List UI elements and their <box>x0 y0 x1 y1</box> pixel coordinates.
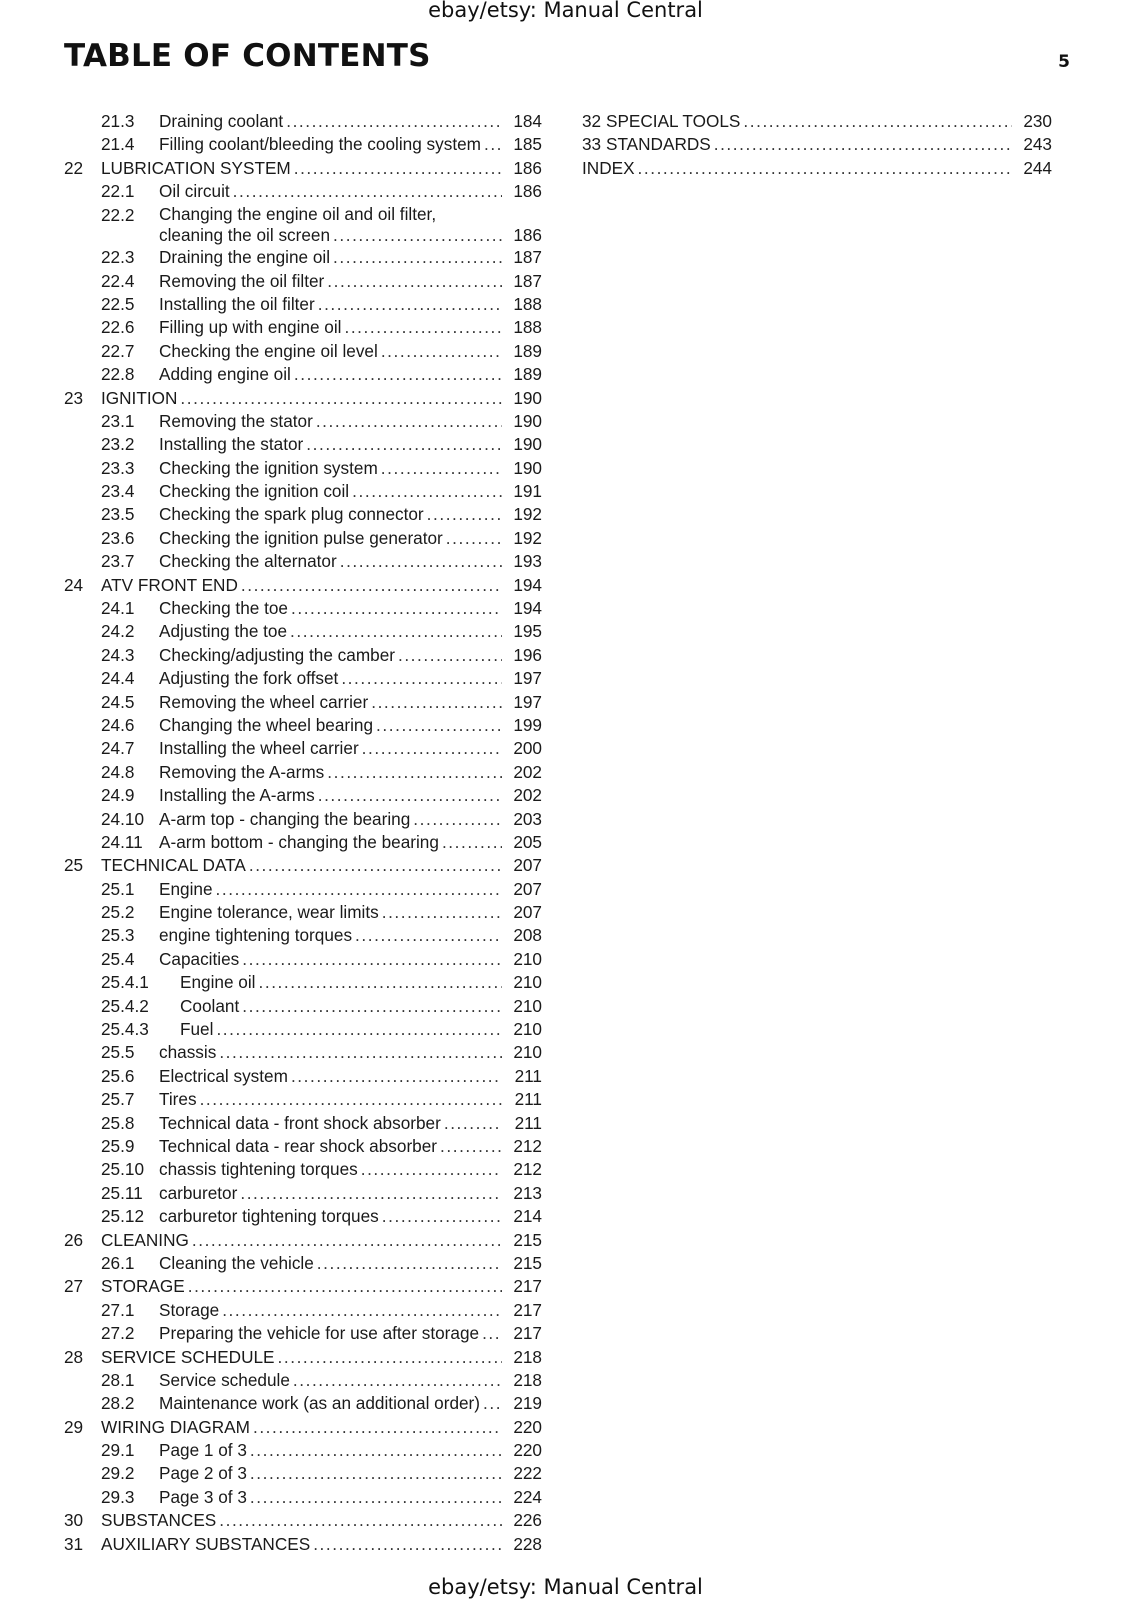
toc-entry-title: Removing the A-arms <box>159 761 325 782</box>
toc-entry-number: 24.3 <box>101 644 135 665</box>
dot-leader <box>341 667 502 690</box>
toc-entry-number: 23.2 <box>101 434 135 455</box>
toc-entry-number: 24.8 <box>101 761 135 782</box>
toc-entry-number: 23.5 <box>101 504 135 525</box>
toc-entry-number: 25.4.1 <box>101 972 149 993</box>
dot-leader <box>361 1158 502 1181</box>
toc-entry-number: 21.3 <box>101 111 135 131</box>
toc-entry-title: AUXILIARY SUBSTANCES <box>101 1533 311 1554</box>
toc-entry-title: chassis tightening torques <box>159 1159 358 1180</box>
toc-entry-number: 27.1 <box>101 1299 135 1320</box>
toc-entry-page: 192 <box>513 527 542 548</box>
toc-entry-page: 222 <box>513 1463 542 1484</box>
dot-leader <box>483 1392 502 1415</box>
dot-leader <box>278 1346 502 1369</box>
toc-entry-number: 27.2 <box>101 1323 135 1344</box>
toc-entry-page: 217 <box>513 1299 542 1320</box>
toc-entry-title: STANDARDS <box>606 134 711 155</box>
page-title: TABLE OF CONTENTS <box>64 38 431 74</box>
toc-entry-title: Preparing the vehicle for use after storage <box>159 1323 480 1344</box>
toc-entry-page: 218 <box>513 1346 542 1367</box>
toc-entry-number: 29 <box>64 1416 84 1437</box>
toc-entry-title: STORAGE <box>101 1276 185 1297</box>
toc-entry-page: 244 <box>1023 157 1052 178</box>
toc-entry-page: 211 <box>514 1112 542 1133</box>
toc-entry-number: 25.9 <box>101 1136 135 1156</box>
toc-entry-page: 187 <box>513 247 542 268</box>
toc-entry-title: Storage <box>159 1299 220 1320</box>
dot-leader <box>446 527 502 550</box>
dot-leader <box>381 340 502 363</box>
toc-entry-page: 202 <box>513 785 542 806</box>
dot-leader <box>340 550 502 573</box>
dot-leader <box>313 1533 502 1556</box>
toc-entry-page: 190 <box>513 410 542 431</box>
toc-entry-title: Filling coolant/bleeding the cooling system <box>159 134 481 155</box>
dot-leader <box>222 1299 502 1322</box>
dot-leader <box>250 1439 502 1462</box>
toc-entry-page: 226 <box>513 1510 542 1531</box>
toc-entry-page: 210 <box>513 948 542 969</box>
toc-entry-number: 22 <box>64 157 84 178</box>
toc-entry-page: 214 <box>513 1206 542 1227</box>
dot-leader <box>259 971 503 994</box>
toc-entry-number: 21.4 <box>101 134 135 155</box>
toc-entry-number: 22.5 <box>101 293 135 314</box>
watermark-bottom: ebay/etsy: Manual Central <box>428 1575 703 1599</box>
dot-leader <box>638 157 1012 180</box>
toc-entry-page: 210 <box>513 972 542 993</box>
dot-leader <box>242 995 502 1018</box>
toc-entry-page: 220 <box>513 1416 542 1437</box>
toc-entry-page: 205 <box>513 831 542 852</box>
toc-entry-number: 22.1 <box>101 181 135 202</box>
toc-entry-title: ATV FRONT END <box>101 574 238 595</box>
toc-entry-number: 22.3 <box>101 247 135 268</box>
toc-entry-number: 32 <box>582 111 602 131</box>
toc-entry-page: 190 <box>513 387 542 408</box>
dot-leader <box>290 620 502 643</box>
toc-entry-number: 24.4 <box>101 668 135 689</box>
toc-entry-page: 212 <box>513 1136 542 1156</box>
toc-entry-page: 210 <box>513 995 542 1016</box>
toc-entry-title: Installing the oil filter <box>159 293 315 314</box>
toc-entry-number: 23.7 <box>101 551 135 572</box>
toc-entry-number: 22.8 <box>101 364 135 385</box>
toc-entry-page: 191 <box>513 481 542 502</box>
toc-entry-page: 194 <box>513 574 542 595</box>
toc-entry-title: Oil circuit <box>159 181 230 202</box>
toc-entry-number: 25.2 <box>101 902 135 923</box>
toc-entry-title: Cleaning the vehicle <box>159 1252 314 1273</box>
toc-entry-page: 190 <box>513 434 542 455</box>
toc-entry-title: Checking the toe <box>159 598 288 619</box>
dot-leader <box>355 924 502 947</box>
toc-entry-number: 24.10 <box>101 808 145 829</box>
toc-entry-title: Capacities <box>159 948 240 969</box>
toc-entry-page: 193 <box>513 551 542 572</box>
toc-entry-number: 25.4 <box>101 948 135 969</box>
toc-entry-page: 217 <box>513 1323 542 1344</box>
dot-leader <box>216 878 502 901</box>
toc-entry-title: engine tightening torques <box>159 925 353 946</box>
toc-entry-title: Changing the wheel bearing <box>159 714 374 735</box>
toc-entry-page: 218 <box>513 1369 542 1390</box>
toc-entry-title: Engine <box>159 878 213 899</box>
toc-entry-page: 208 <box>513 925 542 946</box>
dot-leader <box>286 110 502 133</box>
toc-entry-number: 22.2 <box>101 204 135 225</box>
dot-leader <box>291 1065 502 1088</box>
toc-entry-title: Checking the alternator <box>159 551 337 572</box>
dot-leader <box>250 1462 502 1485</box>
dot-leader <box>242 948 502 971</box>
dot-leader <box>442 831 502 854</box>
toc-entry-title: WIRING DIAGRAM <box>101 1416 250 1437</box>
toc-entry-number: 25.11 <box>101 1182 143 1203</box>
toc-entry-page: 192 <box>513 504 542 525</box>
toc-entry-page: 210 <box>513 1019 542 1040</box>
toc-entry-title: Coolant <box>180 995 240 1016</box>
toc-entry-page: 215 <box>513 1252 542 1273</box>
toc-entry-number: 22.4 <box>101 270 135 291</box>
toc-entry-page: 215 <box>513 1229 542 1250</box>
toc-entry-title: Service schedule <box>159 1369 290 1390</box>
toc-entry-number: 24.7 <box>101 738 135 759</box>
toc-entry-title: carburetor tightening torques <box>159 1206 379 1227</box>
toc-entry-title: Page 1 of 3 <box>159 1440 247 1461</box>
toc-entry-page: 199 <box>513 714 542 735</box>
toc-entry-page: 220 <box>513 1440 542 1461</box>
toc-entry-page: 213 <box>513 1182 542 1203</box>
toc-entry-title: Checking the spark plug connector <box>159 504 424 525</box>
toc-entry-number: 28 <box>64 1346 84 1367</box>
dot-leader <box>250 1486 502 1509</box>
toc-entry-number: 26 <box>64 1229 84 1250</box>
toc-entry-title: A-arm bottom - changing the bearing <box>159 831 439 852</box>
dot-leader <box>440 1135 502 1158</box>
toc-entry-number: 22.7 <box>101 340 135 361</box>
toc-entry-title: Checking the ignition pulse generator <box>159 527 443 548</box>
toc-entry-page: 195 <box>513 621 542 642</box>
toc-entry-number: 24.5 <box>101 691 135 712</box>
toc-entry-number: 25.12 <box>101 1206 145 1227</box>
toc-entry-title: Installing the A-arms <box>159 785 315 806</box>
toc-entry-page: 189 <box>513 364 542 385</box>
toc-entry-number: 23.3 <box>101 457 135 478</box>
watermark-top: ebay/etsy: Manual Central <box>428 0 703 22</box>
toc-entry-number: 24.6 <box>101 714 135 735</box>
dot-leader <box>216 1018 502 1041</box>
toc-entry-title: Electrical system <box>159 1065 288 1086</box>
toc-entry-title: chassis <box>159 1042 217 1063</box>
toc-entry-number: 33 <box>582 134 602 155</box>
dot-leader <box>233 180 502 203</box>
dot-leader <box>180 387 502 410</box>
toc-entry-title: Adjusting the fork offset <box>159 668 339 689</box>
dot-leader <box>413 808 502 831</box>
toc-entry-number: 30 <box>64 1510 84 1531</box>
toc-entry-title: Technical data - rear shock absorber <box>159 1136 438 1156</box>
toc-entry-title: Engine tolerance, wear limits <box>159 902 379 923</box>
toc-entry-title: Maintenance work (as an additional order) <box>159 1393 481 1414</box>
toc-entry-number: 25.4.2 <box>101 995 149 1016</box>
toc-entry-title: Installing the stator <box>159 434 304 455</box>
toc-entry-page: 188 <box>513 317 542 338</box>
toc-entry-title: Filling up with engine oil <box>159 317 342 338</box>
toc-entry-number: 27 <box>64 1276 84 1297</box>
toc-entry-page: 207 <box>513 878 542 899</box>
toc-entry-title: SERVICE SCHEDULE <box>101 1346 275 1367</box>
toc-entry-page: 189 <box>513 340 542 361</box>
toc-entry-number: 29.1 <box>101 1440 135 1461</box>
toc-entry-title: Adding engine oil <box>159 364 291 385</box>
toc-entry-page: 217 <box>513 1276 542 1297</box>
toc-entry-title-continued: cleaning the oil screen <box>159 224 331 245</box>
toc-entry-page: 188 <box>513 293 542 314</box>
toc-entry-page: 186 <box>513 181 542 202</box>
toc-entry-title: LUBRICATION SYSTEM <box>101 157 291 178</box>
toc-entry-number: 24.11 <box>101 831 143 852</box>
dot-leader <box>444 1112 502 1135</box>
dot-leader <box>714 133 1012 156</box>
dot-leader <box>333 225 502 246</box>
toc-entry-title: Checking the ignition coil <box>159 481 350 502</box>
toc-entry-number: 24.1 <box>101 598 135 619</box>
dot-leader <box>327 270 502 293</box>
toc-entry-page: 207 <box>513 855 542 876</box>
dot-leader <box>249 854 502 877</box>
toc-entry-page: 230 <box>1023 111 1052 131</box>
toc-entry-page: 202 <box>513 761 542 782</box>
toc-entry-title: A-arm top - changing the bearing <box>159 808 411 829</box>
toc-entry-number: 28.1 <box>101 1369 135 1390</box>
toc-entry-page: 212 <box>513 1159 542 1180</box>
toc-entry-page: 211 <box>514 1089 542 1110</box>
dot-leader <box>376 714 502 737</box>
page-number: 5 <box>1058 52 1070 72</box>
dot-leader <box>371 691 502 714</box>
toc-entry-title: Checking/adjusting the camber <box>159 644 395 665</box>
toc-entry-title: Draining coolant <box>159 111 284 131</box>
dot-leader <box>241 574 502 597</box>
toc-entry-number: 25.4.3 <box>101 1019 149 1040</box>
toc-entry-page: 211 <box>514 1065 542 1086</box>
toc-entry-number: 25.1 <box>101 878 135 899</box>
dot-leader <box>362 737 502 760</box>
dot-leader <box>743 110 1012 133</box>
toc-entry-page: 186 <box>513 157 542 178</box>
toc-entry-number: 23 <box>64 387 84 408</box>
toc-entry-page: 224 <box>513 1486 542 1507</box>
toc-entry-title: TECHNICAL DATA <box>101 855 246 876</box>
toc-entry-number: 31 <box>64 1533 84 1554</box>
dot-leader <box>427 503 502 526</box>
dot-leader <box>398 644 502 667</box>
dot-leader <box>482 1322 502 1345</box>
toc-entry-title: INDEX <box>582 157 635 178</box>
toc-entry-title: Checking the ignition system <box>159 457 378 478</box>
toc-entry-page: 200 <box>513 738 542 759</box>
toc-entry-title: Draining the engine oil <box>159 247 331 268</box>
toc-entry-page: 228 <box>513 1533 542 1554</box>
dot-leader <box>352 480 502 503</box>
toc-entry-page: 196 <box>513 644 542 665</box>
toc-entry-title: SPECIAL TOOLS <box>606 111 741 131</box>
toc-entry-page: 190 <box>513 457 542 478</box>
dot-leader <box>294 363 502 386</box>
toc-entry-title: SUBSTANCES <box>101 1510 217 1531</box>
toc-entry-page: 243 <box>1023 134 1052 155</box>
toc-entry-page: 197 <box>513 691 542 712</box>
dot-leader <box>316 410 502 433</box>
toc-entry-number: 28.2 <box>101 1393 135 1414</box>
toc-entry-title: carburetor <box>159 1182 238 1203</box>
toc-entry-title: Tires <box>159 1089 197 1110</box>
dot-leader <box>318 293 502 316</box>
toc-entry-number: 29.2 <box>101 1463 135 1484</box>
toc-entry-number: 25 <box>64 855 84 876</box>
toc-entry-number: 29.3 <box>101 1486 135 1507</box>
toc-entry-title: Adjusting the toe <box>159 621 288 642</box>
dot-leader <box>293 1369 502 1392</box>
dot-leader <box>291 597 502 620</box>
dot-leader <box>381 457 502 480</box>
toc-entry-title: Removing the oil filter <box>159 270 325 291</box>
toc-entry-number: 22.6 <box>101 317 135 338</box>
toc-entry-page: 194 <box>513 598 542 619</box>
dot-leader <box>327 761 502 784</box>
toc-entry-title: Removing the stator <box>159 410 313 431</box>
toc-entry-number: 26.1 <box>101 1252 135 1273</box>
toc-entry-page: 210 <box>513 1042 542 1063</box>
toc-entry-title: Page 2 of 3 <box>159 1463 247 1484</box>
toc-entry-title: Installing the wheel carrier <box>159 738 359 759</box>
toc-entry-title: Fuel <box>180 1019 214 1040</box>
toc-entry-title: Page 3 of 3 <box>159 1486 247 1507</box>
toc-entry-page: 187 <box>513 270 542 291</box>
toc-entry-page: 184 <box>513 111 542 131</box>
dot-leader <box>294 157 502 180</box>
toc-entry-page: 186 <box>513 224 542 245</box>
toc-entry-title: CLEANING <box>101 1229 189 1250</box>
toc-entry-title: Checking the engine oil level <box>159 340 378 361</box>
toc-entry-title: Removing the wheel carrier <box>159 691 369 712</box>
toc-entry-title: IGNITION <box>101 387 178 408</box>
dot-leader <box>484 133 502 156</box>
toc-entry-number: 24 <box>64 574 84 595</box>
toc-entry-page: 219 <box>513 1393 542 1414</box>
dot-leader <box>318 784 502 807</box>
dot-leader <box>200 1088 502 1111</box>
toc-entry-number: 23.6 <box>101 527 135 548</box>
dot-leader <box>192 1229 502 1252</box>
toc-entry-number: 25.6 <box>101 1065 135 1086</box>
dot-leader <box>188 1275 502 1298</box>
toc-entry-title: Technical data - front shock absorber <box>159 1112 441 1133</box>
toc-entry-number: 25.7 <box>101 1089 135 1110</box>
dot-leader <box>333 246 502 269</box>
toc-entry-number: 24.2 <box>101 621 135 642</box>
toc-entry-number: 24.9 <box>101 785 135 806</box>
toc-entry-title: Changing the engine oil and oil filter, <box>159 203 437 224</box>
toc-entry-number: 23.4 <box>101 481 135 502</box>
dot-leader <box>317 1252 502 1275</box>
dot-leader <box>240 1182 502 1205</box>
dot-leader <box>306 433 502 456</box>
dot-leader <box>219 1509 502 1532</box>
toc-entry-page: 207 <box>513 902 542 923</box>
dot-leader <box>219 1041 502 1064</box>
dot-leader <box>382 901 502 924</box>
toc-entry-number: 23.1 <box>101 410 135 431</box>
dot-leader <box>344 316 502 339</box>
toc-entry-page: 197 <box>513 668 542 689</box>
toc-entry-page: 203 <box>513 808 542 829</box>
toc-entry-page: 185 <box>513 134 542 155</box>
toc-entry-number: 25.10 <box>101 1159 145 1180</box>
toc-entry-number: 25.8 <box>101 1112 135 1133</box>
toc-entry-number: 25.5 <box>101 1042 135 1063</box>
dot-leader <box>382 1205 502 1228</box>
toc-entry-number: 25.3 <box>101 925 135 946</box>
toc-entry-title: Engine oil <box>180 972 256 993</box>
dot-leader <box>253 1416 502 1439</box>
